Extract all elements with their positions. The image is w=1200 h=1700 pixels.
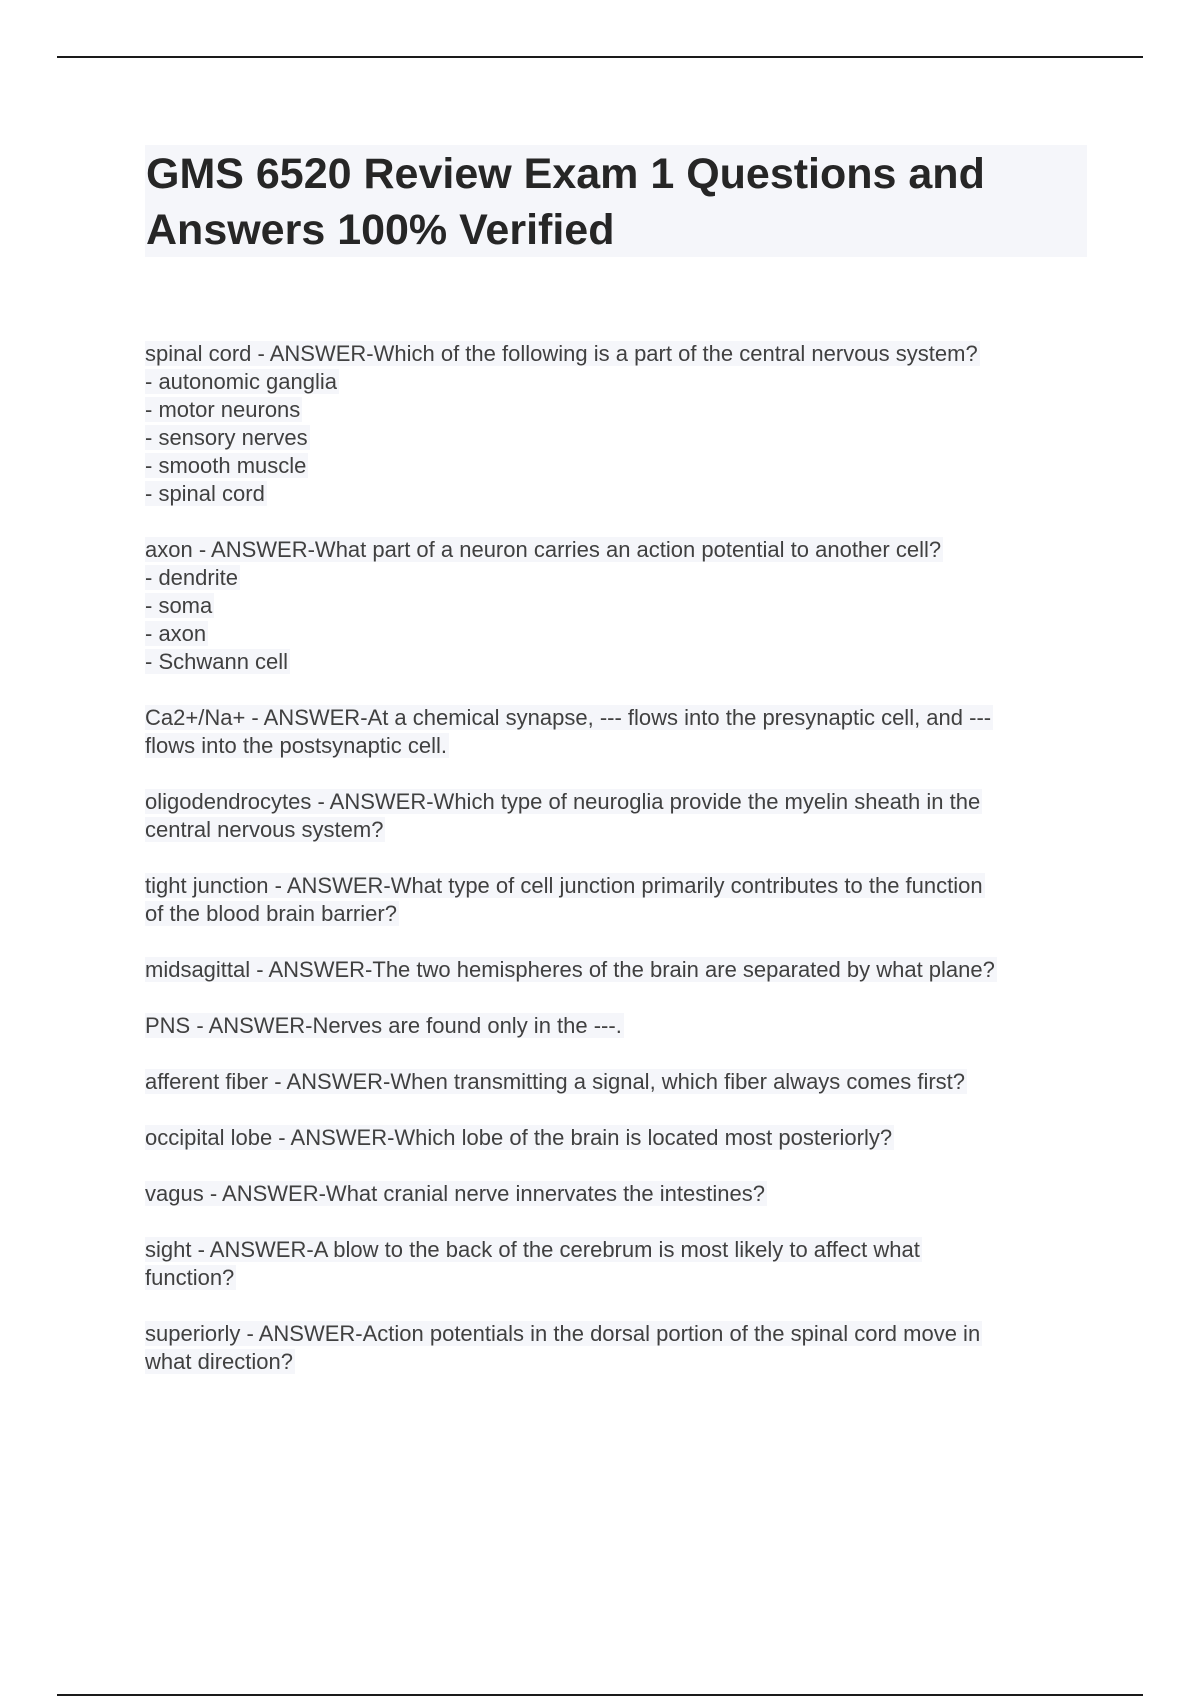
qa-question-line [145, 704, 1090, 732]
header-rule [57, 56, 1143, 58]
qa-list [145, 340, 1090, 1404]
qa-item [145, 956, 1090, 984]
qa-text: of the blood brain barrier? [145, 901, 397, 926]
qa-item [145, 1236, 1090, 1292]
qa-text: central nervous system? [145, 817, 384, 842]
qa-text: oligodendrocytes - ANSWER-Which type of neuroglia provide the myelin sheath in the [145, 789, 981, 814]
qa-text: - smooth muscle [145, 453, 307, 478]
qa-text: afferent fiber - ANSWER-When transmitting a signal, which fiber always comes first? [145, 1069, 966, 1094]
qa-text: Ca2+/Na+ - ANSWER-At a chemical synapse, --- flows into the presynaptic cell, and --- [145, 705, 992, 730]
qa-item [145, 1012, 1090, 1040]
qa-text: - dendrite [145, 565, 238, 590]
qa-line [145, 592, 1090, 620]
qa-line [145, 900, 1090, 928]
qa-item [145, 1124, 1090, 1152]
qa-question-line [145, 1068, 1090, 1096]
qa-item [145, 1320, 1090, 1376]
qa-line [145, 452, 1090, 480]
qa-line [145, 816, 1090, 844]
qa-question-line [145, 1012, 1090, 1040]
document-title: GMS 6520 Review Exam 1 Questions and Answers 100% Verified [146, 150, 985, 254]
qa-text: function? [145, 1265, 235, 1290]
footer-rule [57, 1694, 1143, 1696]
qa-line [145, 732, 1090, 760]
qa-question-line [145, 1180, 1090, 1208]
qa-text: vagus - ANSWER-What cranial nerve innervates the intestines? [145, 1181, 765, 1206]
qa-text: - soma [145, 593, 213, 618]
qa-question-line [145, 788, 1090, 816]
qa-line [145, 396, 1090, 424]
qa-question-line [145, 536, 1090, 564]
qa-question-line [145, 1236, 1090, 1264]
qa-question-line [145, 872, 1090, 900]
qa-text: - axon [145, 621, 207, 646]
qa-item [145, 536, 1090, 676]
qa-text: - sensory nerves [145, 425, 308, 450]
qa-text: flows into the postsynaptic cell. [145, 733, 448, 758]
qa-item [145, 1068, 1090, 1096]
qa-item [145, 1180, 1090, 1208]
qa-question-line [145, 1124, 1090, 1152]
qa-line [145, 648, 1090, 676]
qa-line [145, 1264, 1090, 1292]
qa-text: - motor neurons [145, 397, 301, 422]
qa-line [145, 480, 1090, 508]
qa-item [145, 788, 1090, 844]
qa-line [145, 1348, 1090, 1376]
qa-text: tight junction - ANSWER-What type of cell junction primarily contributes to the function [145, 873, 983, 898]
qa-line [145, 368, 1090, 396]
qa-item [145, 872, 1090, 928]
qa-question-line [145, 340, 1090, 368]
qa-text: superiorly - ANSWER-Action potentials in the dorsal portion of the spinal cord move in [145, 1321, 981, 1346]
qa-text: axon - ANSWER-What part of a neuron carries an action potential to another cell? [145, 537, 942, 562]
qa-text: what direction? [145, 1349, 293, 1374]
qa-text: PNS - ANSWER-Nerves are found only in the ---. [145, 1013, 622, 1038]
qa-text: - Schwann cell [145, 649, 289, 674]
qa-question-line [145, 1320, 1090, 1348]
qa-text: occipital lobe - ANSWER-Which lobe of the brain is located most posteriorly? [145, 1125, 893, 1150]
qa-text: sight - ANSWER-A blow to the back of the cerebrum is most likely to affect what [145, 1237, 920, 1262]
qa-question-line [145, 956, 1090, 984]
qa-item [145, 704, 1090, 760]
qa-text: spinal cord - ANSWER-Which of the following is a part of the central nervous system? [145, 341, 978, 366]
qa-text: midsagittal - ANSWER-The two hemispheres of the brain are separated by what plane? [145, 957, 995, 982]
qa-text: - autonomic ganglia [145, 369, 338, 394]
qa-line [145, 564, 1090, 592]
qa-text: - spinal cord [145, 481, 265, 506]
qa-line [145, 620, 1090, 648]
qa-item [145, 340, 1090, 508]
qa-line [145, 424, 1090, 452]
